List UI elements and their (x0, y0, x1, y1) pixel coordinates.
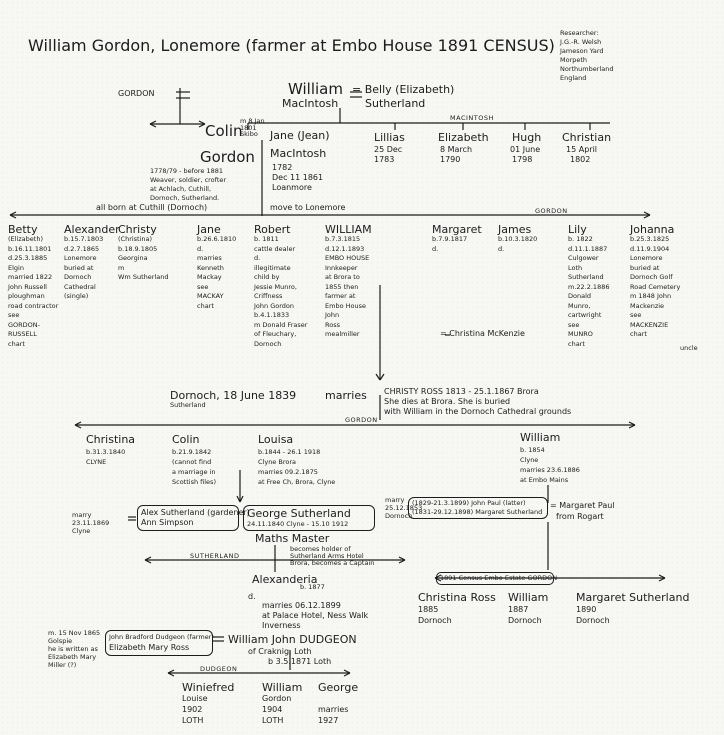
margaret-paul-origin: from Rogart (556, 512, 604, 521)
person-detail: John (325, 311, 340, 319)
person-detail: Clyne Brora (258, 458, 296, 466)
person-detail: b. 1854 (520, 446, 545, 454)
person-name: Christy (118, 223, 157, 236)
george-sutherland-box (243, 505, 375, 531)
dudgeon-parents-box (105, 630, 213, 656)
person-name: Jane (197, 223, 221, 236)
person-name: James (498, 223, 532, 236)
person-detail: ploughman (8, 292, 45, 300)
person-detail: farmer at (325, 292, 356, 300)
colin-married: m 8 Jan 1801 Skibo (240, 117, 265, 138)
person-detail: m Donald Fraser (254, 320, 308, 329)
person-detail: EMBO HOUSE (325, 254, 370, 262)
person-detail: d.25.3.1885 (8, 254, 48, 262)
person-detail: Dornoch (508, 616, 542, 625)
person-detail: b.18.9.1805 (118, 244, 158, 253)
mackenzie-note: uncle (680, 344, 698, 352)
margaret-paul: = Margaret Paul (550, 501, 615, 510)
box-line: John Bradford Dudgeon (farmer) (109, 633, 214, 641)
person-detail: Lonemore (630, 254, 663, 262)
tag-text: 1891 Census Embo Estate GORDON (440, 574, 558, 582)
surname-label-gordon: GORDON (535, 207, 568, 215)
person-detail: 1887 (508, 605, 529, 614)
sibling-detail: 25 Dec (374, 145, 403, 154)
jane-surname: MacIntosh (270, 147, 327, 160)
person-detail: m (118, 263, 125, 272)
person-detail: d.11.9.1904 (630, 244, 670, 253)
note-line: Clyne (72, 527, 91, 535)
person-detail: Gordon (262, 694, 292, 703)
sibling-detail: 1783 (374, 155, 395, 164)
person-detail: b.10.3.1820 (498, 235, 538, 243)
person-detail: (Christina) (118, 235, 153, 243)
person-name: WILLIAM (325, 223, 372, 236)
alex-sutherland-box (137, 505, 250, 531)
person-name: Alexander (64, 223, 120, 236)
person-detail: chart (630, 330, 647, 338)
chart-title: William Gordon, Lonemore (farmer at Embo House 1891 CENSUS) (28, 36, 555, 55)
researcher-line: Researcher: (560, 29, 599, 37)
person-detail: 1885 (418, 605, 439, 614)
person-detail: marries (197, 254, 222, 262)
note-move: move to Lonemore (270, 203, 346, 212)
colin-detail: 1778/79 - before 1881 (150, 167, 224, 175)
person-name: Christina Ross (418, 591, 496, 604)
person-detail: Culgower (568, 254, 599, 262)
person-detail: d.2.7.1865 (64, 244, 100, 253)
note-line: Golspie (48, 637, 73, 645)
person-detail: d.12.1.1893 (325, 244, 365, 253)
person-detail: Dornoch (254, 339, 282, 348)
person-detail: cattle dealer (254, 244, 296, 253)
surname-label-gordon: GORDON (345, 416, 378, 424)
person-detail: cartwright (568, 311, 602, 319)
person-detail: Mackay (197, 273, 222, 281)
census-gordon-tag (436, 572, 558, 585)
sibling-detail: 1798 (512, 155, 533, 164)
person-detail: Dornoch (64, 273, 92, 281)
marriage-place-county: Sutherland (170, 401, 206, 409)
person-detail: d.11.1.1887 (568, 244, 608, 253)
person-detail: see (568, 320, 580, 329)
person-name: William John DUDGEON (228, 633, 357, 646)
person-detail: Road Cemetery (630, 282, 681, 291)
person-detail: Cathedral (64, 282, 96, 291)
person-detail: John Russell (8, 282, 47, 291)
marriage-marries: marries (325, 389, 367, 402)
surname-label-dudgeon: DUDGEON (200, 665, 238, 673)
colin-surname: Gordon (200, 148, 255, 166)
person-detail: b.25.3.1825 (630, 235, 670, 243)
person-detail: Kenneth (197, 263, 224, 272)
person-detail: a marriage in (172, 468, 216, 476)
box-line: Elizabeth Mary Ross (109, 643, 190, 652)
colin-detail: at Achlach, Cuthill, (150, 185, 212, 193)
note-line: Miller (?) (48, 661, 77, 669)
person-detail: LOTH (262, 716, 284, 725)
person-detail: b 3.5.1871 Loth (268, 657, 332, 666)
person-detail: chart (197, 301, 214, 310)
person-detail: at Embo Mains (520, 476, 569, 484)
jane-detail: Dec 11 1861 (272, 173, 324, 182)
person-detail: marries 23.6.1886 (520, 466, 580, 474)
person-detail: Sutherland (568, 273, 604, 281)
person-detail: chart (8, 339, 25, 348)
person-name: Colin (172, 433, 200, 446)
sibling-detail: 01 June (510, 145, 541, 154)
person-detail: RUSSELL (8, 330, 37, 338)
sibling-detail: 1802 (570, 155, 591, 164)
box-line: Alex Sutherland (gardener) (141, 508, 250, 517)
person-detail: 1904 (262, 705, 283, 714)
person-detail: 1927 (318, 716, 339, 725)
person-name: Margaret Sutherland (576, 591, 690, 604)
researcher-line: Morpeth (560, 56, 588, 64)
note-line: Elizabeth Mary (48, 653, 97, 661)
person-detail: MACKENZIE (630, 320, 669, 329)
note-line: marry (385, 496, 405, 504)
person-detail: Scottish files) (172, 478, 216, 486)
sibling-detail: 15 April (566, 145, 598, 154)
person-detail: Loth (568, 263, 583, 272)
person-detail: at Free Ch, Brora, Clyne (258, 478, 336, 486)
person-detail: b. 1877 (300, 583, 325, 591)
person-detail: marries 09.2.1875 (258, 468, 318, 476)
person-detail: m.22.2.1886 (568, 282, 610, 291)
jane-detail: 1782 (272, 163, 293, 172)
sibling-detail: 1790 (440, 155, 461, 164)
person-detail: (cannot find (172, 458, 212, 466)
sibling-name: Christian (562, 131, 612, 144)
person-detail: MACKAY (197, 292, 224, 300)
person-belly-surname: Sutherland (365, 97, 426, 110)
note-line: Brora, becomes a Captain (290, 559, 375, 567)
note-all-born: all born at Cuthill (Dornoch) (96, 203, 208, 212)
person-detail: b.15.7.1803 (64, 235, 104, 243)
person-william-macintosh: William (288, 80, 343, 98)
person-name: William (508, 591, 549, 604)
note-line: becomes holder of (290, 545, 351, 553)
person-detail: d. (498, 244, 505, 253)
person-name: Christina (86, 433, 136, 446)
person-detail: illegitimate (254, 263, 291, 272)
person-name: Robert (254, 223, 291, 236)
person-detail: d. (248, 592, 256, 601)
person-name: Winiefred (182, 681, 235, 694)
researcher-line: Jameson Yard (560, 47, 604, 55)
person-detail: (Elizabeth) (8, 235, 43, 243)
person-detail: Ross (325, 320, 340, 329)
person-detail: Clyne (520, 456, 539, 464)
person-detail: of Fleuchary, (254, 330, 297, 338)
sibling-name: Lillias (374, 131, 405, 144)
person-name: Louisa (258, 433, 294, 446)
person-detail: see (197, 282, 209, 291)
person-detail: Munro, (568, 301, 591, 310)
person-detail: d. (254, 254, 261, 262)
person-detail: at Palace Hotel, Ness Walk (262, 611, 369, 620)
person-detail: marries 06.12.1899 (262, 601, 341, 610)
person-name: William (262, 681, 303, 694)
person-detail: b.7.9.1817 (432, 235, 468, 243)
note-line: Maths Master (255, 532, 330, 545)
person-detail: Lonemore (64, 254, 97, 262)
box-line: (1831-29.12.1898) Margaret Sutherland (412, 508, 543, 516)
note-line: m. 15 Nov 1865 (48, 629, 101, 637)
person-detail: b.26.6.1810 (197, 235, 237, 243)
person-detail: 1890 (576, 605, 597, 614)
note-line: Sutherland Arms Hotel (290, 552, 364, 560)
colin-detail: Weaver, soldier, crofter (150, 176, 227, 184)
sibling-name: Elizabeth (438, 131, 489, 144)
person-detail: Elgin (8, 263, 24, 272)
note-line: he is written as (48, 645, 98, 653)
surname-label-gordon: GORDON (118, 89, 155, 98)
person-name: Alexanderia (252, 573, 318, 586)
marriage-place: Dornoch, 18 June 1839 (170, 389, 297, 402)
person-detail: buried at (630, 263, 660, 272)
person-detail: at Brora to (325, 273, 360, 281)
christy-ross-note: She dies at Brora. She is buried (384, 397, 511, 406)
person-detail: MUNRO (568, 330, 593, 338)
person-detail: b.31.3.1840 (86, 448, 126, 456)
person-detail: Jessie Munro, (254, 282, 297, 291)
jane-detail: Loanmore (272, 183, 312, 192)
paul-sutherland-box (408, 497, 548, 519)
person-name: Johanna (630, 223, 675, 236)
person-detail: road contractor (8, 301, 59, 310)
person-detail: see (8, 311, 20, 319)
person-detail: Inverness (262, 621, 301, 630)
person-detail: b. 1822 (568, 235, 593, 243)
person-detail: see (630, 311, 642, 319)
note-line: Dornoch (385, 512, 413, 520)
person-detail: 1855 then (325, 282, 359, 291)
person-detail: d. (432, 244, 439, 253)
person-detail: marries (318, 705, 349, 714)
colin-detail: Dornoch, Sutherland. (150, 194, 220, 202)
jane-name: Jane (Jean) (270, 129, 330, 142)
box-line: George Sutherland (247, 507, 351, 520)
person-name: William (520, 431, 561, 444)
researcher-line: Northumberland (560, 65, 614, 73)
person-detail: John Gordon (254, 301, 294, 310)
note-line: 25.12.1853 (385, 504, 423, 512)
person-detail: married 1822 (8, 273, 53, 281)
surname-label-macintosh: MACINTOSH (450, 114, 494, 122)
colin-name: Colin (205, 122, 243, 140)
person-detail: Dornoch Golf (630, 273, 673, 281)
researcher-line: J.G.-R. Welsh (560, 38, 602, 46)
person-detail: b.1844 - 26.1 1918 (258, 448, 321, 456)
person-detail: Louise (182, 694, 208, 703)
person-detail: mealmiller (325, 330, 360, 338)
person-name: Betty (8, 223, 38, 236)
person-detail: Mackenzie (630, 301, 665, 310)
note-line: 23.11.1869 (72, 519, 110, 527)
person-william-macintosh-surname: MacIntosh (282, 97, 339, 110)
box-line: 24.11.1840 Clyne - 15.10 1912 (247, 520, 349, 528)
person-detail: Dornoch (576, 616, 610, 625)
person-detail: b.16.11.1801 (8, 244, 52, 253)
person-detail: Criffness (254, 292, 283, 300)
person-detail: GORDON- (8, 320, 40, 329)
sibling-detail: 8 March (440, 145, 473, 154)
sibling-name: Hugh (512, 131, 542, 144)
person-detail: LOTH (182, 716, 204, 725)
person-detail: chart (568, 339, 585, 348)
note-line: marry (72, 511, 92, 519)
person-detail: m 1848 John (630, 292, 672, 300)
person-detail: (single) (64, 292, 89, 300)
person-detail: b.4.1.1833 (254, 311, 290, 319)
box-line: (1829-21.3.1899) John Paul (latter) (412, 499, 526, 507)
surname-label-sutherland: SUTHERLAND (190, 552, 240, 560)
person-detail: Dornoch (418, 616, 452, 625)
person-detail: b.21.9.1842 (172, 448, 212, 456)
person-detail: Donald (568, 292, 592, 300)
christy-ross: CHRISTY ROSS 1813 - 25.1.1867 Brora (384, 387, 539, 396)
person-detail: child by (254, 273, 280, 281)
christy-ross-note: with William in the Dornoch Cathedral grounds (384, 407, 572, 416)
person-detail: Wm Sutherland (118, 273, 169, 281)
person-name: Margaret (432, 223, 482, 236)
person-detail: d. (197, 244, 204, 253)
person-belly: = Belly (Elizabeth) (352, 83, 455, 96)
box-line: Ann Simpson (141, 518, 194, 527)
person-detail: b. 1811 (254, 235, 279, 243)
researcher-line: England (560, 74, 587, 82)
person-detail: b.7.3.1815 (325, 235, 361, 243)
person-detail: 1902 (182, 705, 203, 714)
christina-mckenzie: = Christina McKenzie (440, 329, 525, 338)
person-detail: Embo House (325, 301, 366, 310)
person-detail: Innkeeper (325, 263, 358, 272)
person-name: Lily (568, 223, 587, 236)
person-name: George (318, 681, 359, 694)
person-detail: CLYNE (86, 458, 107, 466)
person-detail: Georgina (118, 254, 148, 262)
person-detail: buried at (64, 263, 94, 272)
person-detail: of Craknig, Loth (248, 647, 312, 656)
